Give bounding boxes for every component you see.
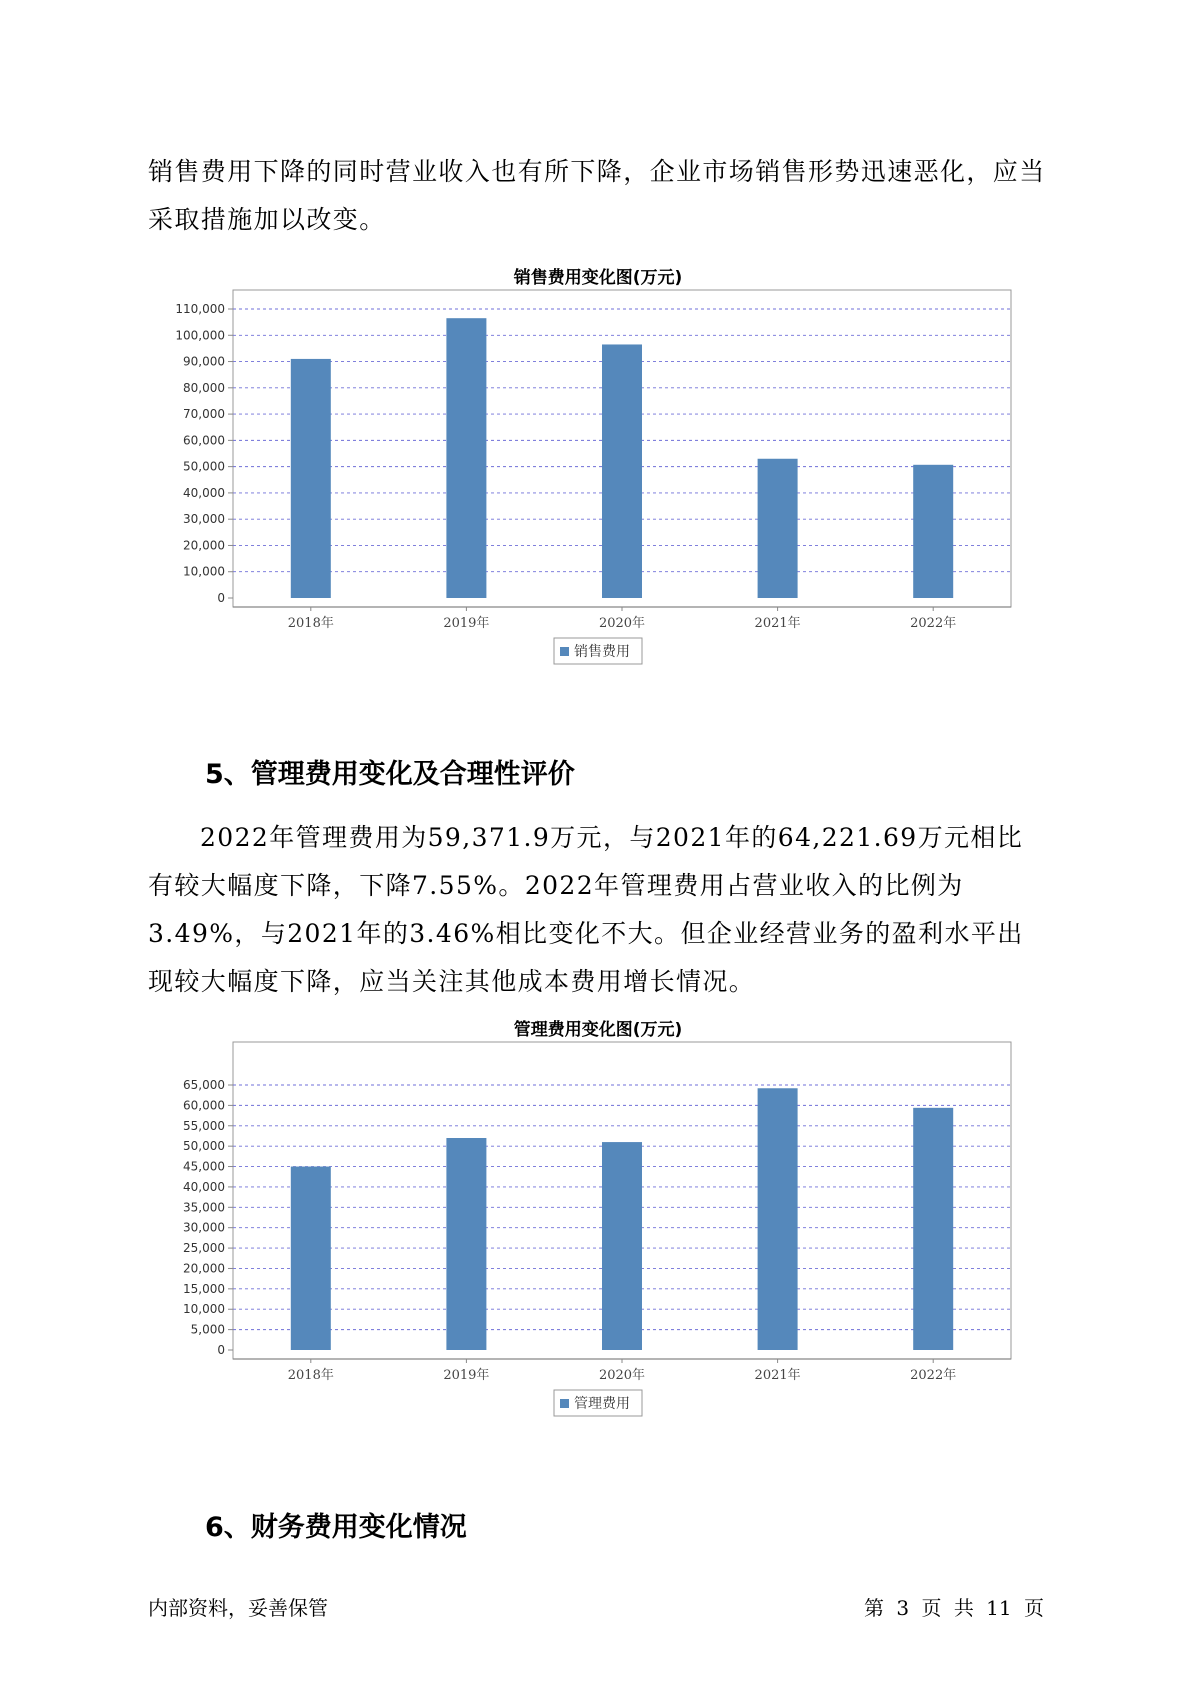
y-tick-label: 30,000 — [183, 512, 225, 527]
y-tick-label: 55,000 — [183, 1118, 225, 1133]
section-heading-admin-expense: 5、管理费用变化及合理性评价 — [205, 759, 575, 790]
y-tick-label: 90,000 — [183, 354, 225, 369]
y-tick-label: 15,000 — [183, 1281, 225, 1296]
y-tick-label: 5,000 — [190, 1322, 225, 1337]
x-tick-label: 2018年 — [287, 1368, 334, 1383]
chart-sales-expense — [148, 266, 1048, 721]
footer-confidential-note: 内部资料，妥善保管 — [148, 1596, 328, 1620]
chart-title: 管理费用变化图(万元) — [513, 1020, 683, 1040]
bar — [291, 359, 331, 598]
x-tick-label: 2022年 — [910, 616, 957, 631]
y-tick-label: 10,000 — [183, 564, 225, 579]
y-tick-label: 25,000 — [183, 1241, 225, 1256]
y-tick-label: 35,000 — [183, 1200, 225, 1215]
bar — [913, 465, 953, 598]
chart-admin-expense-svg — [148, 1018, 1048, 1473]
paragraph-admin-expense-analysis: 2022年管理费用为59,371.9万元，与2021年的64,221.69万元相比有较大幅度下降，下降7.55%。2022年管理费用占营业收入的比例为3.49%，与2021年的3.46%相比变化不大。但企业经营业务的盈利水平出现较大幅度下降，应当关注其他成本费用增长情况。 — [148, 823, 1024, 996]
y-tick-label: 20,000 — [183, 1261, 225, 1276]
y-tick-label: 100,000 — [175, 328, 225, 343]
y-tick-label: 80,000 — [183, 380, 225, 395]
y-tick-label: 60,000 — [183, 1098, 225, 1113]
y-tick-label: 0 — [217, 1343, 225, 1357]
y-tick-label: 50,000 — [183, 459, 225, 474]
y-tick-label: 65,000 — [183, 1078, 225, 1092]
bar — [602, 1142, 642, 1350]
legend-label: 管理费用 — [574, 1396, 630, 1412]
y-tick-label: 50,000 — [183, 1139, 225, 1154]
x-tick-label: 2020年 — [598, 1368, 646, 1383]
y-tick-label: 20,000 — [183, 538, 225, 553]
x-tick-label: 2019年 — [443, 616, 490, 631]
paragraph-sales-expense-conclusion: 销售费用下降的同时营业收入也有所下降，企业市场销售形势迅速恶化，应当采取措施加以改变。 — [148, 157, 1046, 234]
bar — [446, 1138, 486, 1350]
y-tick-label: 70,000 — [183, 407, 225, 422]
y-tick-label: 0 — [217, 591, 225, 605]
bar — [758, 459, 798, 598]
x-tick-label: 2020年 — [598, 616, 646, 631]
legend-swatch — [560, 1399, 569, 1408]
footer-page-number: 第 3 页 共 11 页 — [864, 1596, 1044, 1620]
y-tick-label: 110,000 — [175, 302, 225, 316]
y-tick-label: 30,000 — [183, 1220, 225, 1235]
y-tick-label: 40,000 — [183, 1179, 225, 1194]
y-tick-label: 10,000 — [183, 1302, 225, 1317]
x-tick-label: 2018年 — [287, 616, 334, 631]
x-tick-label: 2021年 — [754, 616, 801, 631]
chart-admin-expense — [148, 1018, 1048, 1473]
bar — [758, 1088, 798, 1350]
legend-label: 销售费用 — [574, 644, 630, 660]
y-tick-label: 45,000 — [183, 1159, 225, 1174]
bar — [913, 1108, 953, 1350]
bar — [446, 318, 486, 598]
chart-sales-expense-svg — [148, 266, 1048, 721]
bar — [291, 1167, 331, 1350]
legend-swatch — [560, 647, 569, 656]
x-tick-label: 2022年 — [910, 1368, 957, 1383]
x-tick-label: 2019年 — [443, 1368, 490, 1383]
y-tick-label: 40,000 — [183, 485, 225, 500]
chart-title: 销售费用变化图(万元) — [513, 268, 683, 288]
section-heading-finance-expense: 6、财务费用变化情况 — [205, 1512, 467, 1543]
bar — [602, 344, 642, 598]
x-tick-label: 2021年 — [754, 1368, 801, 1383]
y-tick-label: 60,000 — [183, 433, 225, 448]
